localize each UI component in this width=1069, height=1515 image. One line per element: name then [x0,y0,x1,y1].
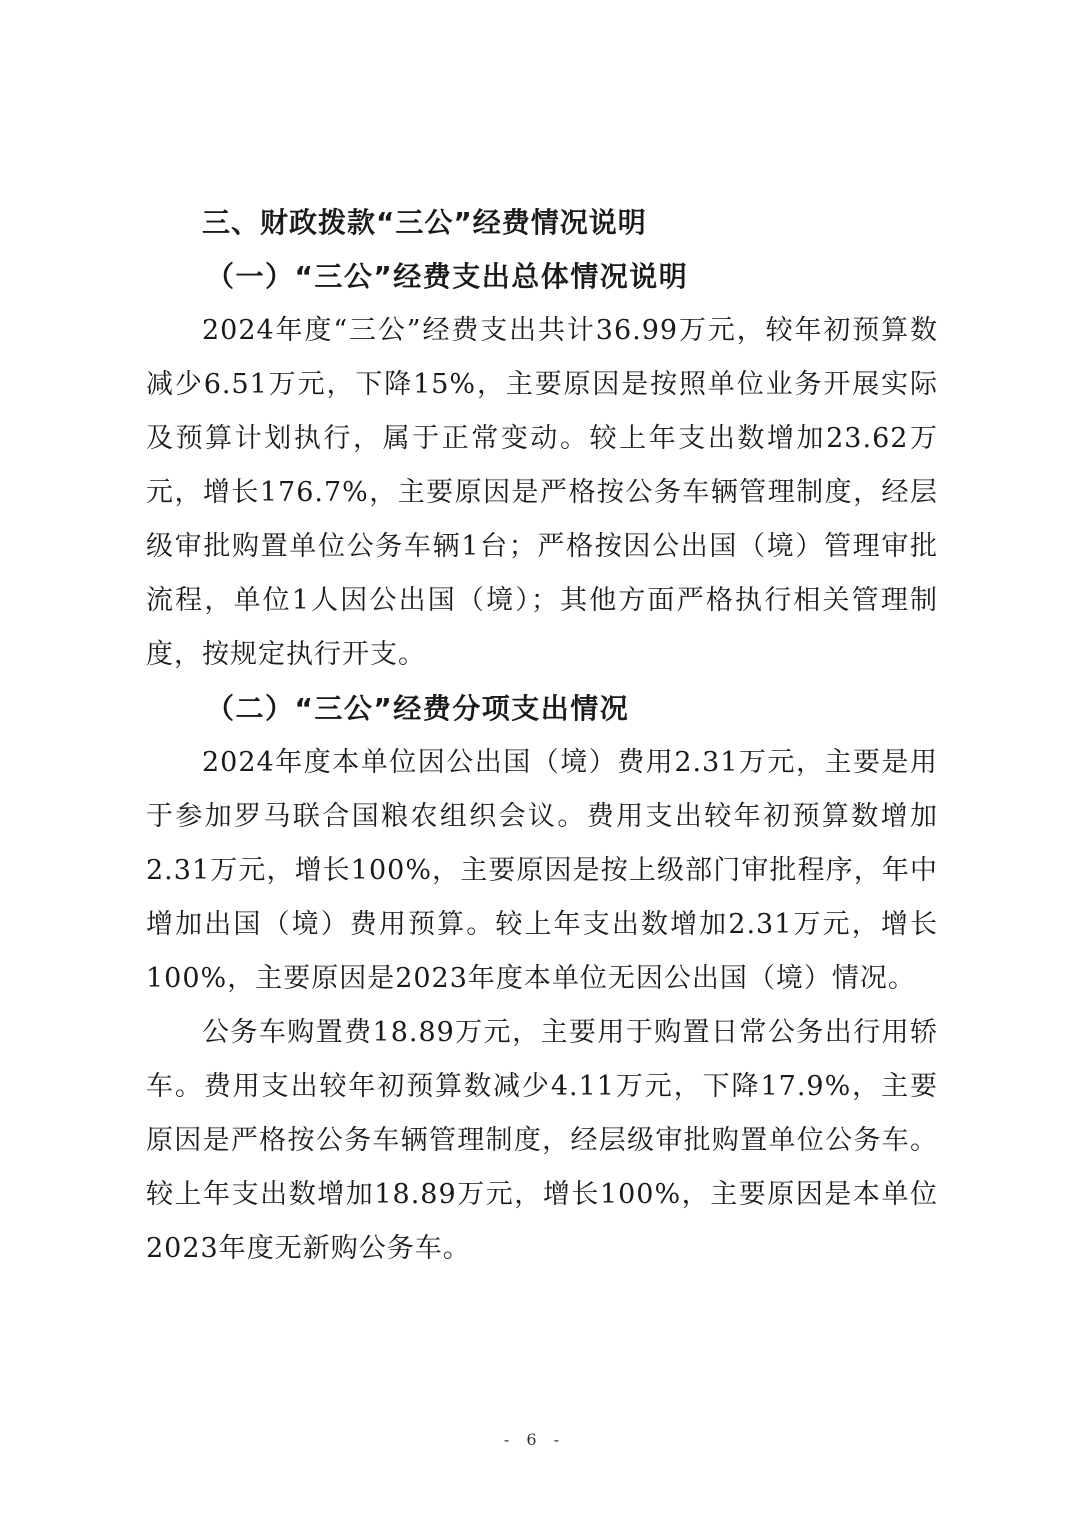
paragraph-overall: 2024年度“三公”经费支出共计36.99万元，较年初预算数减少6.51万元，下降15%，主要原因是按照单位业务开展实际及预算计划执行，属于正常变动。较上年支出数增加23.62万元，增长176.7%，主要原因是严格按公务车辆管理制度，经层级审批购置单位公务车辆1台；严格按因公出国（境）管理审批流程，单位1人因公出国（境）；其他方面严格执行相关管理制度，按规定执行开支。 [146,315,938,670]
document-body [146,196,938,1276]
subsection-heading-overall: （一）“三公”经费支出总体情况说明 [206,260,689,293]
subsection-heading-itemized: （二）“三公”经费分项支出情况 [206,692,630,725]
page-number: - 6 - [503,1430,566,1449]
paragraph-vehicle-purchase: 公务车购置费18.89万元，主要用于购置日常公务出行用轿车。费用支出较年初预算数减少4.11万元，下降17.9%，主要原因是严格按公务车辆管理制度，经层级审批购置单位公务车。较上年支出数增加18.89万元，增长100%，主要原因是本单位2023年度无新购公务车。 [146,1017,938,1264]
paragraph-overseas-travel: 2024年度本单位因公出国（境）费用2.31万元，主要是用于参加罗马联合国粮农组织会议。费用支出较年初预算数增加2.31万元，增长100%，主要原因是按上级部门审批程序，年中增加出国（境）费用预算。较上年支出数增加2.31万元，增长100%，主要原因是2023年度本单位无因公出国（境）情况。 [146,747,938,994]
section-heading: 三、财政拨款“三公”经费情况说明 [202,206,647,239]
